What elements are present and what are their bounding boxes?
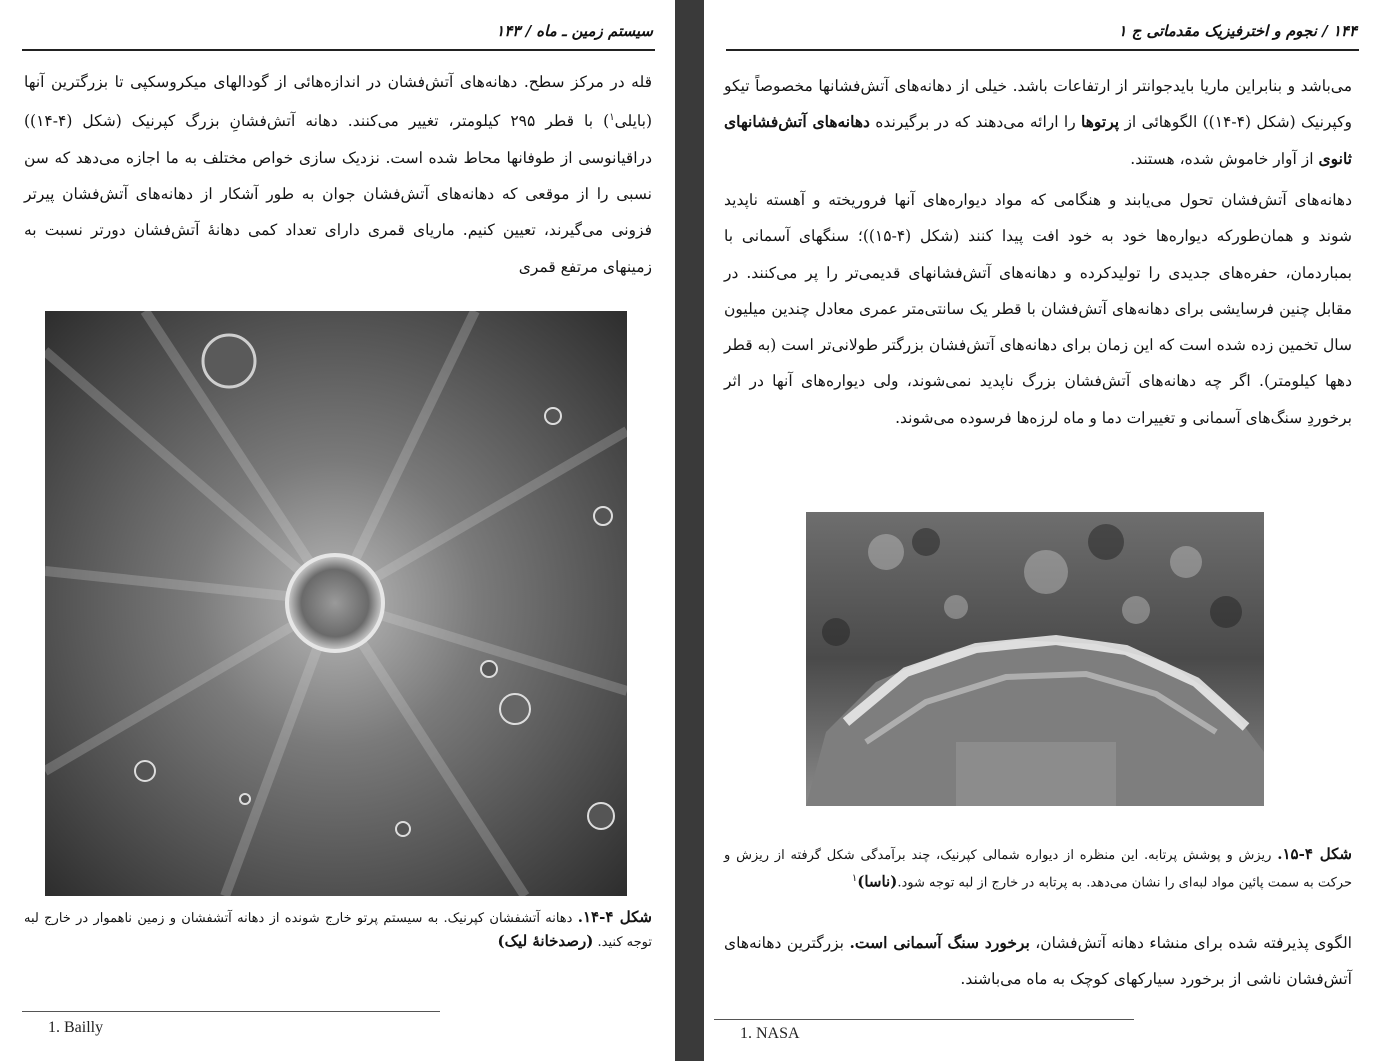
caption-label: شکل ۴-۱۵. xyxy=(1277,845,1352,863)
copernicus-north-wall-photo xyxy=(806,512,1264,806)
caption-text: دهانه آتشفشان کپرنیک. به سیستم پرتو خارج شونده از دهانه آتشفشان و زمین ناهموار در خارج لبه توجه کنید. xyxy=(24,911,652,950)
header-rule xyxy=(726,49,1359,51)
text-run: قله در مرکز سطح. دهانه‌های آتش‌فشان در اندازه‌هائی از گودالهای میکروسکپی تا بزرگترین آنها (بایلی xyxy=(24,73,653,131)
footnote-rule xyxy=(22,1011,440,1012)
right-body-paragraph-1 xyxy=(724,68,1352,177)
text-run: الگوی پذیرفته شده برای منشاء دهانه آتش‌فشان، xyxy=(1029,934,1352,952)
footnote-marker: ۱ xyxy=(851,873,858,884)
header-rule xyxy=(22,49,655,51)
footnote-rule xyxy=(714,1019,1134,1020)
right-body-paragraph-2: دهانه‌های آتش‌فشان تحول می‌یابند و هنگامی که مواد دیواره‌های آنها فروریخته و آهسته ناپدید شوند و همان‌طورکه دیواره‌ها خود به خود افت پیدا کنند (شکل (۴-۱۵))؛ سنگهای آسمانی با بمباردمان، حفره‌های جدیدی را تولیدکرده و دهانه‌های آتش‌فشانهای قدیمی‌تر را پر می‌کنند. در مقابل چنین فرسایشی برای دهانه‌های آتش‌فشان با قطر یک سانتی‌متر عمری معادل چندین میلیون سال تخمین زده شده است که این زمان برای دهانه‌های آتش‌فشان بزرگتر طولانی‌تر است (به قطر دهها کیلومتر). اگر چه دهانه‌های آتش‌فشان بزرگ ناپدید نمی‌شوند، ولی دیواره‌های آنها در اثر برخوردِ سنگ‌های آسمانی و تغییرات دما و ماه لرزه‌ها فرسوده می‌شوند. xyxy=(724,191,1352,427)
left-page-header: سیستم زمین ـ ماه / ۱۴۳ xyxy=(496,22,653,40)
text-run: بزرگترین دهانه‌های آتش‌فشان ناشی از برخورد سیارکهای کوچک به ماه می‌باشند. xyxy=(724,934,1352,989)
left-body-paragraph xyxy=(24,64,652,285)
copernicus-crater-photo xyxy=(45,311,627,896)
right-body-paragraph-3 xyxy=(724,925,1352,998)
text-run: از آوار خاموش شده، هستند. xyxy=(1130,149,1319,168)
text-run: را ارائه می‌دهند که در برگیرنده xyxy=(869,113,1082,132)
text-run: می‌باشد و بنابراین ماریا بایدجوانتر از ارتفاعات باشد. خیلی از دهانه‌های آتش‌فشانها مخصوصاً تیکو وکپرنیک (شکل (۴-۱۴)) الگوهائی از xyxy=(724,77,1352,132)
term-secondary-craters: دهانه‌های آتش‌فشانهای ثانوی xyxy=(724,112,1352,168)
caption-label: شکل ۴-۱۴. xyxy=(577,908,652,926)
right-page-header: ۱۴۴ / نجوم و اخترفیزیک مقدماتی ج ۱ xyxy=(1118,22,1357,40)
term-meteorite-impact: برخورد سنگ آسمانی است. xyxy=(849,933,1030,952)
footnote-nasa: 1. NASA xyxy=(740,1025,800,1042)
footnote-marker: ۱ xyxy=(609,112,615,124)
left-page xyxy=(0,0,675,1061)
footnote-bailly: 1. Bailly xyxy=(48,1019,104,1036)
caption-text: ریزش و پوشش پرتابه. این منظره از دیواره شمالی کپرنیک، چند برآمدگی شکل گرفته از ریزش و حرکت به سمت پائین مواد لبه‌ای را نشان می‌دهد. به پرتابه در خارج از لبه توجه شود. xyxy=(724,848,1352,891)
text-run: ) با قطر ۲۹۵ کیلومتر، تغییر می‌کنند. دهانه آتش‌فشانِ بزرگ کپرنیک (شکل (۴-۱۴)) دراقیانوسی از طوفانها محاط شده است. نزدیک سازی خواص مختلف به ما اجازه می‌دهد که سن نسبی را از موقعی که دهانه‌های آتش‌فشان جوان به طور آشکار از دهانه‌های آتش‌فشان پیرتر فزونی می‌گیرند، تعیین کنیم. ماریای قمری دارای تعداد کمی دهانهٔ آتش‌فشان دورتر نسبت به زمینهای مرتفع قمری xyxy=(24,112,652,276)
figure-caption-4-15 xyxy=(724,843,1352,894)
caption-credit: (رصدخانهٔ لیک) xyxy=(497,932,594,950)
caption-credit: (ناسا) xyxy=(857,872,898,891)
right-page xyxy=(704,0,1379,1061)
page-gutter xyxy=(675,0,704,1061)
term-rays: پرتوها xyxy=(1081,112,1120,132)
figure-caption-4-14 xyxy=(24,906,652,954)
